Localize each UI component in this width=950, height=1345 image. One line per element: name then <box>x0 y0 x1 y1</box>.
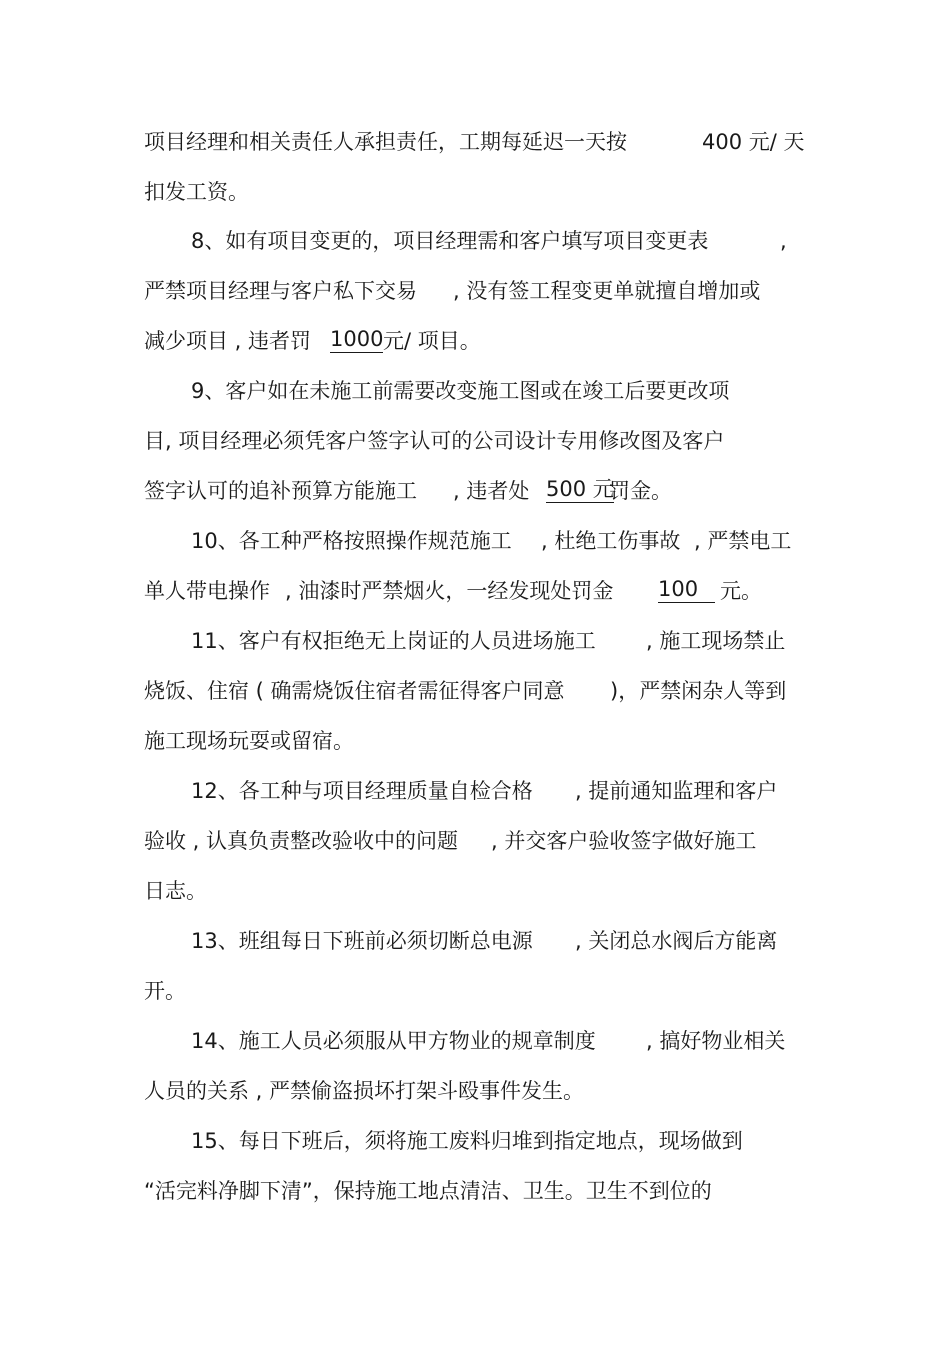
text-segment: 严禁项目经理与客户私下交易 <box>144 279 417 303</box>
text-segment: 15、每日下班后，须将施工废料归堆到指定地点，现场做到 <box>191 1129 743 1153</box>
text-segment: 烧饭、住宿 ( 确需烧饭住宿者需征得客户同意 <box>144 679 565 703</box>
text-segment: , 关闭总水阀后方能离 <box>575 929 778 953</box>
text-segment: 减少项目 , 违者罚 <box>144 329 312 353</box>
text-segment: 400 元/ 天 <box>702 130 805 154</box>
text-segment: 施工现场玩耍或留宿。 <box>144 729 354 753</box>
text-segment: 人员的关系 , 严禁偷盗损坏打架斗殴事件发生。 <box>144 1079 585 1103</box>
fine-amount-underlined: 1000 <box>330 327 384 351</box>
text-segment: , 违者处 <box>453 479 530 503</box>
text-segment: 9、客户如在未施工前需要改变施工图或在竣工后要更改项 <box>191 379 730 403</box>
text-segment: 11、客户有权拒绝无上岗证的人员进场施工 <box>191 629 596 653</box>
text-segment: , 施工现场禁止 <box>646 629 786 653</box>
text-segment: 验收 , 认真负责整改验收中的问题 <box>144 829 459 853</box>
text-segment: , 并交客户验收签字做好施工 <box>491 829 757 853</box>
text-segment: , 严禁电工 <box>694 529 792 553</box>
text-segment: , 搞好物业相关 <box>646 1029 786 1053</box>
text-segment: 扣发工资。 <box>144 180 249 204</box>
text-segment: , 油漆时严禁烟火，一经发现处罚金 <box>285 579 614 603</box>
text-segment: , 提前通知监理和客户 <box>575 779 778 803</box>
text-segment: )，严禁闲杂人等到 <box>610 679 787 703</box>
text-segment: 单人带电操作 <box>144 579 270 603</box>
text-segment: 日志。 <box>144 879 207 903</box>
text-segment: 13、班组每日下班前必须切断总电源 <box>191 929 533 953</box>
text-segment: 罚金。 <box>609 479 672 503</box>
text-segment: 10、各工种严格按照操作规范施工 <box>191 529 512 553</box>
text-segment: “活完料净脚下清”，保持施工地点清洁、卫生。卫生不到位的 <box>144 1179 712 1203</box>
text-segment: 12、各工种与项目经理质量自检合格 <box>191 779 533 803</box>
text-segment: , 没有签工程变更单就擅自增加或 <box>453 279 761 303</box>
text-segment: 8、如有项目变更的，项目经理需和客户填写项目变更表 <box>191 229 709 253</box>
text-segment: 目, 项目经理必须凭客户签字认可的公司设计专用修改图及客户 <box>144 429 725 453</box>
text-segment: 开。 <box>144 979 186 1003</box>
text-segment: 14、施工人员必须服从甲方物业的规章制度 <box>191 1029 596 1053</box>
text-segment: 项目经理和相关责任人承担责任，工期每延迟一天按 <box>144 130 627 154</box>
fine-amount-underlined: 500 元 <box>546 477 614 501</box>
text-segment: 元。 <box>720 579 762 603</box>
fine-amount-underlined: 100 <box>658 576 715 603</box>
text-segment: , <box>780 229 787 253</box>
text-segment: 签字认可的追补预算方能施工 <box>144 479 417 503</box>
text-segment: , 杜绝工伤事故 <box>541 529 681 553</box>
text-segment: 元/ 项目。 <box>383 329 481 353</box>
